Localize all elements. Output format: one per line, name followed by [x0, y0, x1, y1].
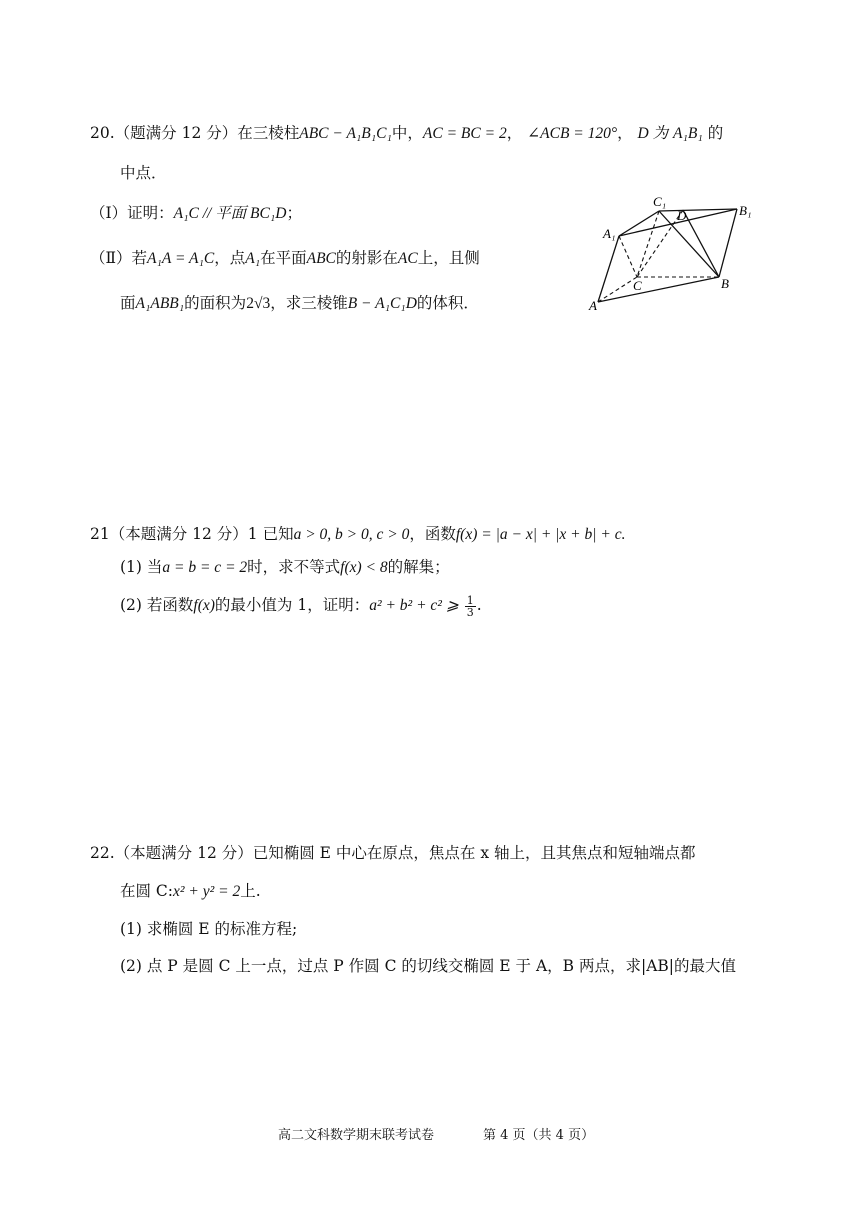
q20-line2: 中点． — [120, 164, 167, 182]
q20-part2-text5: 的面积为 — [184, 294, 247, 312]
q21-header: 21（本题满分 12 分）1 已知 — [90, 525, 294, 543]
q20-part2-text4: 面 — [120, 294, 136, 312]
q20-part1-label: （Ⅰ）证明： — [90, 204, 174, 222]
q20-part2-text: 在平面 — [260, 249, 307, 267]
q20-header: （题满分 12 分）在三棱柱 — [114, 124, 300, 142]
q21-frac-num: 1 — [466, 593, 474, 607]
q20-text: 中， — [391, 124, 423, 142]
q21-p1-ineq: f(x) < 8 — [340, 559, 388, 576]
q21-mid: ，函数 — [409, 525, 456, 543]
q20-part2-label: （Ⅱ）若 — [90, 249, 148, 267]
q20-part2-line2 — [120, 292, 479, 315]
q20-comma: ， — [506, 124, 523, 142]
q22-line1: 22.（本题满分 12 分）已知椭圆 E 中心在原点，焦点在 x 轴上，且其焦点和短轴端点都 — [90, 844, 696, 862]
q20-d-is: D 为 — [637, 125, 669, 142]
q21-cond: a > 0, b > 0, c > 0 — [293, 526, 410, 543]
label-c1: C₁ — [653, 194, 667, 209]
q21-p2-text: 的最小值为 1，证明： — [214, 596, 370, 614]
q20-de: 的 — [707, 124, 724, 142]
label-c: C — [633, 278, 642, 293]
q21-p2-label: (2) 若函数 — [120, 596, 194, 614]
q21-fraction — [465, 595, 476, 618]
q20-part2-pyr: B − A₁C₁D — [347, 295, 417, 312]
q20-line1 — [90, 122, 723, 145]
q20-part2-text6: ，求三棱锥 — [270, 294, 348, 312]
q20-part2-eq: A₁A = A₁C — [147, 250, 215, 267]
q20-part2-text2: 的射影在 — [335, 249, 398, 267]
q21-p2-ineq: a² + b² + c² ⩾ — [369, 597, 459, 614]
q20-angle: ∠ACB = 120° — [527, 125, 618, 142]
label-d: D — [677, 208, 687, 223]
q20-part1-math: A₁C // 平面 BC₁D — [173, 205, 287, 222]
prism-figure — [585, 190, 765, 320]
q20-prism: ABC − A₁B₁C₁ — [299, 125, 392, 142]
label-a1: A₁ — [603, 226, 616, 241]
q21-func: f(x) = |a − x| + |x + b| + c. — [455, 526, 626, 543]
q22-part2: (2) 点 P 是圆 C 上一点，过点 P 作圆 C 的切线交椭圆 E 于 A，B 两点，求|AB|的最大值 — [120, 957, 737, 975]
q20-part1-end: ； — [286, 204, 302, 222]
footer-page: 第 4 页（共 4 页） — [483, 1128, 595, 1143]
q21-frac-den: 3 — [466, 605, 474, 619]
q21-line1 — [90, 523, 626, 546]
q20-part2-ac: AC — [397, 250, 418, 267]
q22-part1: (1) 求椭圆 E 的标准方程; — [120, 920, 298, 938]
q20-part2-text3: 上，且侧 — [417, 249, 480, 267]
q20-part1 — [90, 202, 302, 225]
q20-part2-a1: A₁ — [245, 250, 261, 267]
q20-part2-face: A₁ABB₁ — [135, 295, 185, 312]
q21-p1-text: 时，求不等式 — [247, 558, 341, 576]
q21-part2 — [120, 594, 482, 618]
q21-p1-label: (1) 当 — [120, 558, 163, 576]
q20-part2-text7: 的体积． — [416, 294, 479, 312]
q20-part2-area: 2√3 — [246, 295, 271, 312]
q21-p2-f: f(x) — [193, 597, 215, 614]
q20-part2-mid: ，点 — [214, 249, 246, 267]
q21-p1-eq: a = b = c = 2 — [162, 559, 248, 576]
q20-comma: ， — [617, 124, 633, 142]
q22-line2-a: 在圆 C: — [120, 882, 174, 900]
q20-edge: A₁B₁ — [673, 125, 703, 142]
q20-part2-line1 — [90, 247, 480, 270]
label-a: A — [589, 298, 597, 313]
q21-p2-end: . — [476, 596, 482, 614]
q22-line2-b: 上. — [240, 882, 261, 900]
q22-line2 — [120, 880, 261, 903]
q20-part2-abc: ABC — [306, 250, 336, 267]
label-b: B — [721, 276, 729, 291]
q21-part1 — [120, 556, 450, 579]
q22-circle-eq: x² + y² = 2 — [173, 883, 241, 900]
q21-p1-end: 的解集； — [387, 558, 450, 576]
label-b1: B₁ — [739, 203, 752, 218]
q20-lengths: AC = BC = 2 — [422, 125, 507, 142]
footer-title: 高二文科数学期末联考试卷 — [278, 1128, 435, 1143]
q20-number: 20. — [90, 124, 115, 142]
